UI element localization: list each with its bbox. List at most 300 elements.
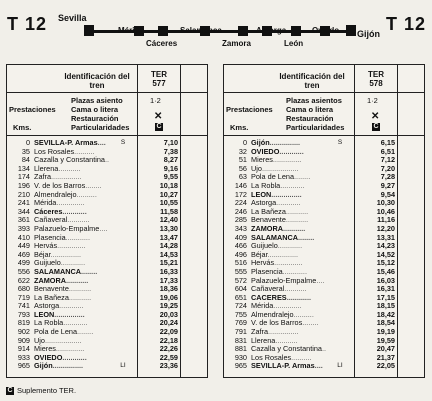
fork-knife-icon: ✕ (154, 111, 163, 122)
time-cell: 9,27 (380, 180, 395, 190)
c-badge-icon: C (373, 123, 379, 130)
stop-flag: S (337, 139, 343, 146)
km-cell: 56 (238, 163, 247, 173)
time-cell: 16,33 (159, 266, 178, 276)
time-cell: 19,25 (159, 301, 178, 311)
km-cell: 343 (234, 223, 247, 233)
station-name: Gijón (34, 362, 53, 371)
leader-dots: .... (316, 276, 325, 285)
km-cell: 914 (17, 344, 30, 354)
time-cell: 7,20 (380, 163, 395, 173)
km-cell: 719 (17, 292, 30, 302)
station-cell (251, 345, 347, 354)
station-name: Ujo (34, 336, 45, 345)
station-name: Mieres (251, 156, 273, 165)
station-name: Benavente (34, 285, 69, 294)
fork-knife-icon: ✕ (371, 111, 380, 122)
km-cell: 496 (234, 249, 247, 259)
station-name: Hervás (251, 259, 275, 268)
km-cell: 933 (17, 352, 30, 362)
station-cell (34, 302, 130, 311)
service-plazas: Plazas asiento (71, 96, 123, 105)
leader-dots: ............ (277, 242, 303, 251)
station-cell (34, 208, 130, 217)
km-cell: 831 (234, 335, 247, 345)
time-cell: 15,46 (376, 266, 395, 276)
leader-dots: .............. (274, 259, 303, 268)
km-cell: 965 (17, 361, 30, 371)
station-cell (34, 156, 130, 165)
station-cell (251, 319, 347, 328)
service-plazas: Plazas asientos (286, 96, 342, 105)
leader-dots: ........ (298, 233, 315, 242)
time-cell: 21,37 (376, 352, 395, 362)
time-cell: 22,18 (159, 335, 178, 345)
station-name: Mieres (34, 345, 56, 354)
station-label-leon: León (284, 39, 304, 48)
km-cell: 0 (25, 138, 30, 147)
time-cell: 11,16 (377, 215, 395, 225)
time-cell: 14,28 (159, 241, 178, 251)
station-name: Gijón (251, 139, 270, 147)
leader-dots: .................. (44, 336, 82, 345)
station-cell (34, 311, 130, 320)
km-cell: 146 (234, 180, 247, 190)
station-name: Hervás (34, 242, 58, 251)
leader-dots: .. (321, 345, 327, 354)
km-cell: 819 (17, 318, 30, 328)
time-cell: 20,24 (159, 318, 178, 328)
station-cell (34, 362, 130, 371)
km-cell: 246 (234, 206, 247, 216)
leader-dots: ............... (271, 190, 302, 199)
station-name: Guijuelo (251, 242, 278, 251)
km-cell: 516 (234, 258, 247, 268)
km-cell: 769 (234, 318, 247, 328)
time-cell: 12,20 (376, 223, 395, 233)
leader-dots: ........ (77, 328, 94, 337)
station-cell (251, 328, 347, 337)
station-cell (251, 302, 347, 311)
kms-label: Kms. (230, 123, 249, 132)
station-cell (34, 328, 130, 337)
leader-dots: .... (99, 224, 108, 233)
train-number: 577 (152, 79, 166, 88)
leader-dots: ............ (282, 267, 307, 276)
station-label-caceres: Cáceres (146, 39, 178, 48)
station-name: OVIEDO (34, 353, 63, 362)
table-row (7, 362, 207, 371)
leader-dots: ........... (284, 285, 307, 294)
station-name: Plasencia (34, 233, 66, 242)
time-cell: 15,21 (159, 258, 178, 268)
c-badge-icon: C (156, 123, 162, 130)
leader-dots: ........... (66, 276, 89, 285)
station-cell (34, 182, 130, 191)
leader-dots: .............. (273, 302, 302, 311)
time-cell: 10,18 (159, 180, 178, 190)
station-name: Astorga (34, 302, 60, 311)
leader-dots: ............ (279, 147, 304, 156)
leader-dots: .............. (272, 156, 302, 165)
leader-dots: ............ (280, 181, 305, 190)
station-cell (251, 354, 347, 363)
station-cell (251, 191, 347, 200)
km-cell: 793 (17, 309, 30, 319)
leader-dots: ........ (81, 267, 98, 276)
time-cell: 22,26 (159, 344, 178, 354)
time-cell: 14,53 (159, 249, 178, 259)
station-cell (34, 225, 130, 234)
leader-dots: ............... (54, 310, 85, 319)
station-label-sevilla: Sevilla (58, 13, 87, 23)
time-cell: 16,03 (376, 275, 395, 285)
time-cell: 20,03 (159, 309, 178, 319)
km-cell: 755 (234, 309, 247, 319)
plazas-value: 1·2 (150, 96, 161, 105)
leader-dots: ........ (302, 319, 319, 328)
station-name: Pola de Lena (251, 173, 295, 182)
km-cell: 469 (17, 249, 30, 259)
station-name: Mérida (251, 302, 274, 311)
station-cell (251, 208, 347, 217)
km-cell: 410 (17, 232, 30, 242)
time-cell: 12,40 (159, 215, 178, 225)
station-name: Cazalla y Constantina (251, 345, 322, 354)
km-cell: 930 (234, 352, 247, 362)
station-label-salamanca: Salamanca (180, 26, 222, 35)
train-id-label: Identificación del tren (64, 72, 130, 90)
route-stop-leon (291, 26, 301, 36)
km-cell: 409 (234, 232, 247, 242)
leader-dots: ............ (276, 199, 301, 208)
service-cama: Cama o litera (71, 105, 119, 114)
time-cell: 22,05 (376, 361, 395, 371)
km-cell: 35 (21, 146, 30, 156)
time-cell: 6,51 (380, 146, 395, 156)
footnote (6, 386, 76, 395)
km-cell: 172 (234, 189, 247, 199)
station-name: Cazalla y Constantina (34, 156, 105, 165)
station-cell (251, 285, 347, 294)
leader-dots: .......... (293, 310, 314, 319)
station-cell (34, 354, 130, 363)
leader-dots: .... (97, 139, 106, 147)
time-cell: 23,36 (159, 361, 178, 371)
time-cell: 16,31 (376, 284, 395, 294)
station-name: CACERES (251, 293, 287, 302)
time-cell: 10,27 (159, 189, 178, 199)
timetable-rows (224, 139, 424, 371)
station-name: SEVILLA-P. Armas (251, 362, 315, 371)
station-cell (34, 277, 130, 286)
route-stop-sevilla (84, 25, 94, 36)
time-cell: 13,31 (376, 232, 395, 242)
km-cell: 902 (17, 327, 30, 337)
kms-label: Kms. (13, 123, 32, 132)
station-name: Cañaveral (251, 285, 285, 294)
prestaciones-label: Prestaciones (226, 105, 273, 114)
station-name: Benavente (251, 216, 286, 225)
station-cell (34, 285, 130, 294)
station-cell (34, 148, 130, 157)
km-cell: 881 (234, 344, 247, 354)
station-name: Béjar (251, 250, 268, 259)
station-name: SALAMANCA (251, 233, 299, 242)
km-cell: 572 (234, 275, 247, 285)
time-cell: 18,36 (159, 284, 178, 294)
leader-dots: .......... (74, 147, 95, 156)
station-name: Palazuelo-Empalme (251, 276, 317, 285)
km-cell: 499 (17, 258, 30, 268)
km-cell: 965 (234, 361, 247, 371)
leader-dots: ............... (268, 328, 299, 337)
station-name: SEVILLA-P. Armas (34, 139, 98, 147)
timetable-train-577 (6, 64, 208, 378)
line-code-left: T 12 (7, 14, 48, 34)
leader-dots: .......... (76, 190, 97, 199)
stop-flag: LI (337, 362, 343, 370)
time-cell: 22,09 (159, 327, 178, 337)
time-cell: 7,38 (163, 146, 178, 156)
km-cell: 51 (238, 155, 247, 165)
time-cell: 10,55 (159, 198, 178, 208)
station-name: Guijuelo (34, 259, 61, 268)
station-name: Llerena (34, 164, 59, 173)
leader-dots: .............. (55, 345, 85, 354)
leader-dots: ............ (62, 353, 87, 362)
station-name: Almendralejo (34, 190, 77, 199)
km-cell: 0 (242, 138, 247, 147)
time-cell: 13,30 (159, 223, 178, 233)
row-divider (224, 92, 424, 93)
km-cell: 63 (238, 172, 247, 182)
station-cell (34, 242, 130, 251)
station-label-zamora: Zamora (222, 39, 251, 48)
station-name: Pola de Lena (34, 328, 78, 337)
leader-dots: ........... (67, 216, 90, 225)
leader-dots: ........... (285, 216, 309, 225)
station-cell (34, 345, 130, 354)
footnote-text: Suplemento TER. (17, 386, 77, 395)
time-cell: 18,54 (376, 318, 395, 328)
station-cell (251, 148, 347, 157)
leader-dots: ............ (63, 319, 88, 328)
station-name: ZAMORA (251, 224, 284, 233)
station-cell (251, 259, 347, 268)
leader-dots: ........ (294, 173, 311, 182)
km-cell: 741 (17, 301, 30, 311)
station-cell (251, 225, 347, 234)
station-label-oviedo: Oviedo (312, 26, 340, 35)
leader-dots: .............. (57, 242, 86, 251)
station-cell (34, 173, 130, 182)
time-cell: 22,59 (159, 352, 178, 362)
station-cell (251, 251, 347, 260)
time-cell: 10,46 (376, 206, 395, 216)
km-cell: 909 (17, 335, 30, 345)
station-label-merida: Mérida (118, 26, 144, 35)
station-name: La Robla (34, 319, 64, 328)
leader-dots: ............... (50, 250, 82, 259)
service-particularidades: Particularidades (286, 123, 345, 132)
time-cell: 9,54 (380, 189, 395, 199)
station-name: La Bañeza (251, 207, 286, 216)
station-name: Cañaveral (34, 216, 68, 225)
timetable-rows (7, 139, 207, 371)
station-cell (34, 251, 130, 260)
station-name: Mérida (34, 199, 57, 208)
km-cell: 344 (17, 206, 30, 216)
station-cell (251, 182, 347, 191)
station-cell (34, 216, 130, 225)
leader-dots: ............ (60, 259, 86, 268)
km-cell: 241 (17, 198, 30, 208)
km-cell: 393 (17, 223, 30, 233)
time-cell: 10,30 (376, 198, 395, 208)
km-cell: 174 (17, 172, 30, 182)
service-restauracion: Restauración (286, 114, 334, 123)
station-cell (251, 277, 347, 286)
station-cell (251, 268, 347, 277)
time-cell: 15,12 (376, 258, 395, 268)
km-cell: 466 (234, 241, 247, 251)
row-divider (224, 135, 424, 136)
station-name: Plasencia (251, 267, 283, 276)
station-name: LEON (251, 190, 272, 199)
station-cell (251, 173, 347, 182)
route-stop-gijon (346, 25, 356, 36)
leader-dots: ............... (267, 250, 299, 259)
time-cell: 8,27 (163, 155, 178, 165)
station-name: La Bañeza (34, 293, 69, 302)
stop-flag: LI (120, 362, 126, 370)
station-name: Astorga (251, 199, 277, 208)
leader-dots: ........... (285, 207, 309, 216)
train-id-label: Identificación del tren (279, 72, 345, 90)
row-divider (7, 135, 207, 136)
station-cell (34, 191, 130, 200)
time-cell: 20,47 (376, 344, 395, 354)
timetable-train-578 (223, 64, 425, 378)
station-name: Almendralejo (251, 310, 294, 319)
station-cell (34, 139, 130, 148)
km-cell: 449 (17, 241, 30, 251)
km-cell: 604 (234, 284, 247, 294)
station-cell (34, 165, 130, 174)
km-cell: 134 (17, 163, 30, 173)
leader-dots: ........ (85, 181, 102, 190)
leader-dots: ........... (68, 293, 92, 302)
station-cell (251, 156, 347, 165)
km-cell: 210 (17, 189, 30, 199)
station-cell (251, 139, 347, 148)
km-cell: 196 (17, 180, 30, 190)
station-cell (34, 294, 130, 303)
leader-dots: ............ (65, 233, 90, 242)
time-cell: 11,58 (160, 206, 178, 216)
station-name: V. de los Barros (251, 319, 303, 328)
train-type: TER (151, 70, 167, 79)
route-stop-zamora (238, 26, 248, 36)
km-cell: 724 (234, 301, 247, 311)
station-name: LEON (34, 310, 55, 319)
time-cell: 19,06 (159, 292, 178, 302)
leader-dots: .............. (56, 199, 85, 208)
time-cell: 18,42 (376, 309, 395, 319)
station-cell (34, 234, 130, 243)
stop-flag: S (120, 139, 126, 146)
leader-dots: ............ (59, 302, 84, 311)
time-cell: 19,59 (376, 335, 395, 345)
station-name: SALAMANCA (34, 267, 82, 276)
km-cell: 556 (17, 266, 30, 276)
leader-dots: ........... (275, 336, 298, 345)
time-cell: 7,10 (163, 138, 178, 147)
time-cell: 14,52 (376, 249, 395, 259)
station-name: Palazuelo-Empalme (34, 224, 100, 233)
time-cell: 9,16 (163, 163, 178, 173)
train-number: 578 (369, 79, 383, 88)
leader-dots: ........... (283, 224, 306, 233)
time-cell: 9,55 (163, 172, 178, 182)
line-code-right: T 12 (386, 14, 427, 34)
km-cell: 84 (21, 155, 30, 165)
station-cell (34, 319, 130, 328)
station-name: Zafra (251, 328, 269, 337)
station-name: La Robla (251, 181, 281, 190)
time-cell: 6,15 (380, 138, 395, 147)
station-name: OVIEDO (251, 147, 280, 156)
table-row (224, 362, 424, 371)
km-cell: 224 (234, 198, 247, 208)
route-stop-caceres (158, 26, 168, 36)
station-label-gijon: Gijón (357, 29, 380, 39)
station-name: Zafra (34, 173, 52, 182)
km-cell: 651 (234, 292, 247, 302)
station-cell (34, 199, 130, 208)
c-badge-icon: C (7, 386, 13, 394)
time-cell: 13,47 (159, 232, 178, 242)
service-restauracion: Restauración (71, 114, 119, 123)
station-name: Cáceres (34, 207, 63, 216)
km-cell: 680 (17, 284, 30, 294)
station-cell (251, 337, 347, 346)
station-cell (34, 259, 130, 268)
station-cell (251, 294, 347, 303)
km-cell: 32 (238, 146, 247, 156)
leader-dots: ............... (51, 173, 82, 182)
time-cell: 19,19 (376, 327, 395, 337)
station-cell (251, 165, 347, 174)
km-cell: 555 (234, 266, 247, 276)
prestaciones-label: Prestaciones (9, 105, 56, 114)
time-cell: 7,28 (380, 172, 395, 182)
station-name: V. de los Barros (34, 181, 86, 190)
service-particularidades: Particularidades (71, 123, 130, 132)
station-cell (251, 311, 347, 320)
leader-dots: .... (314, 362, 323, 371)
km-cell: 791 (234, 327, 247, 337)
km-cell: 361 (17, 215, 30, 225)
leader-dots: ............... (52, 362, 84, 371)
leader-dots: ............... (269, 139, 301, 147)
station-name: Los Rosales (34, 147, 75, 156)
row-divider (7, 92, 207, 93)
km-cell: 285 (234, 215, 247, 225)
station-cell (251, 362, 347, 371)
station-cell (251, 216, 347, 225)
